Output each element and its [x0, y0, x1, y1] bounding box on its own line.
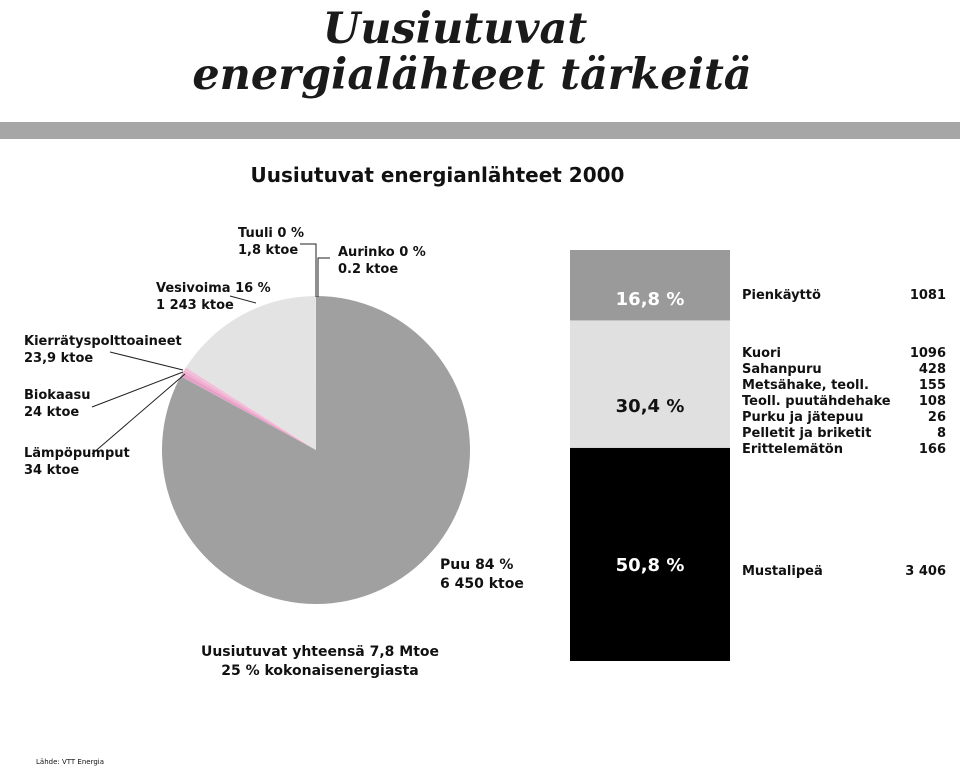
stack-segment-1	[570, 320, 730, 447]
table-row: Purku ja jätepuu 26	[742, 410, 946, 425]
total-summary: Uusiutuvat yhteensä 7,8 Mtoe 25 % kokonaisenergiasta	[200, 644, 440, 679]
leader-line-biokaasu	[92, 372, 183, 407]
label-kierratyspolttoaineet: Kierrätyspolttoaineet 23,9 ktoe	[24, 334, 182, 366]
table-row: Kuori 1096	[742, 346, 946, 361]
table-row: Pelletit ja briketit 8	[742, 426, 946, 441]
table-row: Erittelemätön 166	[742, 442, 946, 457]
label-puu: Puu 84 % 6 450 ktoe	[440, 557, 524, 592]
source-note: Lähde: VTT Energia	[36, 758, 105, 766]
label-biokaasu: Biokaasu 24 ktoe	[24, 388, 91, 420]
table-row: Mustalipeä 3 406	[742, 564, 946, 579]
table-row: Metsähake, teoll. 155	[742, 378, 946, 393]
table-row: Pienkäyttö 1081	[742, 288, 946, 303]
label-aurinko: Aurinko 0 % 0.2 ktoe	[338, 245, 426, 277]
table-row: Teoll. puutähdehake 108	[742, 394, 946, 409]
label-tuuli: Tuuli 0 % 1,8 ktoe	[238, 226, 304, 258]
segment-label-mustalipea: 50,8 %	[615, 555, 685, 576]
label-lampopumput: Lämpöpumput 34 ktoe	[24, 446, 130, 478]
table-teollisuus	[742, 346, 946, 458]
page-title-line2: energialähteet tärkeitä	[192, 50, 752, 100]
segment-label-teollisuus: 30,4 %	[615, 396, 685, 417]
table-mustalipea	[742, 564, 946, 580]
label-vesivoima: Vesivoima 16 % 1 243 ktoe	[156, 281, 271, 313]
table-pienkaytto	[742, 288, 946, 304]
table-row: Sahanpuru 428	[742, 362, 946, 377]
leader-line-aurinko	[318, 258, 330, 297]
segment-label-pienkaytto: 16,8 %	[615, 289, 685, 310]
page-title-line1: Uusiutuvat	[322, 4, 588, 54]
chart-title: Uusiutuvat energianlähteet 2000	[250, 163, 625, 187]
